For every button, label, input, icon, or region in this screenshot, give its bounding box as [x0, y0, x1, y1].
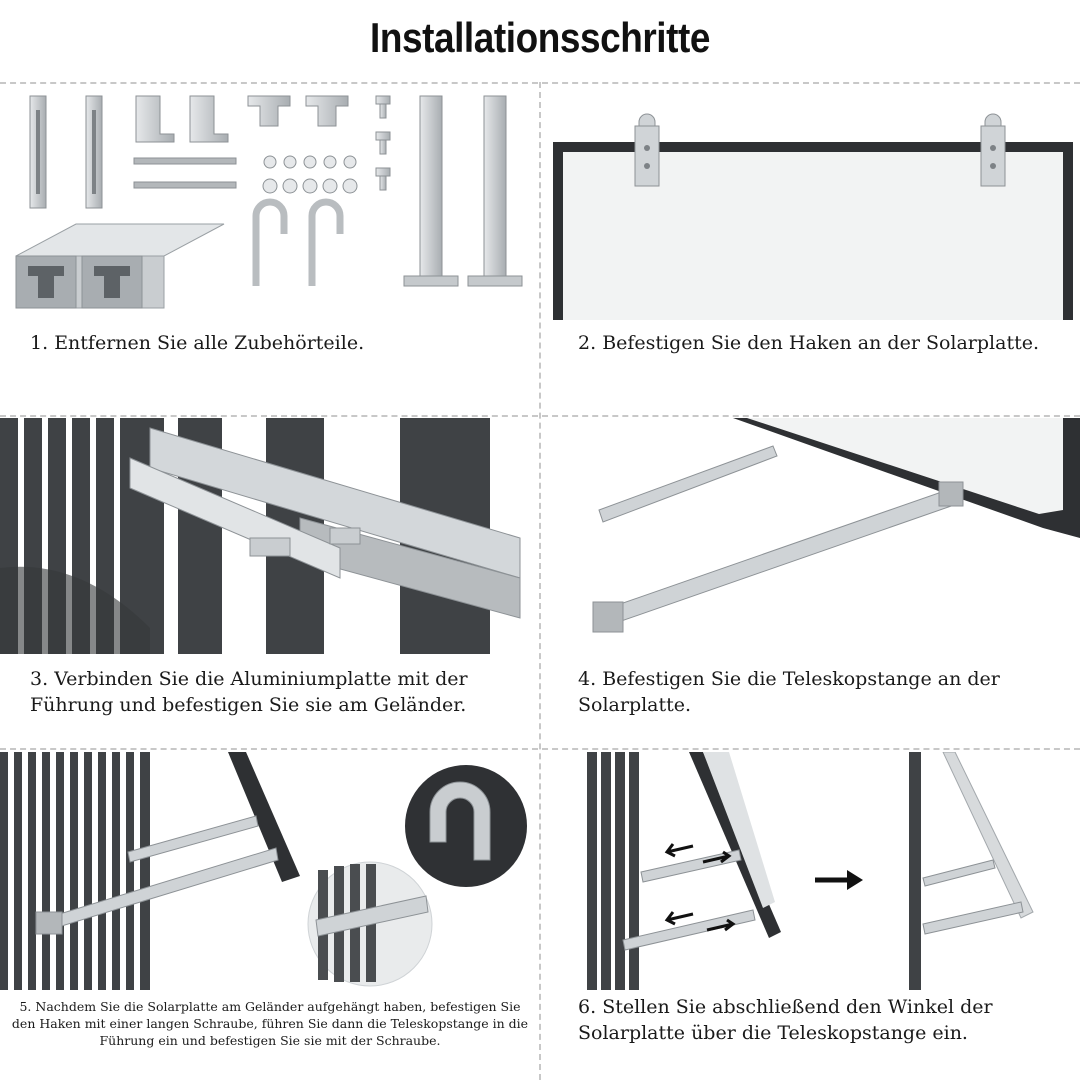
step-5-caption	[10, 998, 530, 1049]
step-2-illustration	[543, 86, 1080, 320]
step-4-illustration	[543, 418, 1080, 654]
step-text: Befestigen Sie die Teleskopstange an der Solarplatte.	[578, 668, 1000, 716]
step-number: 2.	[578, 332, 597, 354]
step-3-caption	[30, 666, 530, 718]
page-title: Installationsschritte	[370, 14, 710, 61]
step-text: Verbinden Sie die Aluminiumplatte mit der Führung und befestigen Sie sie am Geländer.	[30, 668, 468, 716]
step-number: 5.	[19, 999, 32, 1014]
divider	[539, 82, 541, 1080]
step-text: Nachdem Sie die Solarplatte am Geländer aufgehängt haben, befestigen Sie den Haken mit einer langen Schraube, führen Sie dann die Teleskopstange in die Führung ein und befestigen Sie sie mit der Schraube.	[11, 999, 529, 1048]
step-2-caption	[578, 330, 1078, 356]
step-text: Befestigen Sie den Haken an der Solarplatte.	[602, 332, 1040, 354]
step-6-illustration	[543, 752, 1080, 990]
step-number: 3.	[30, 668, 49, 690]
step-number: 6.	[578, 996, 597, 1018]
step-number: 1.	[30, 332, 49, 354]
step-text: Entfernen Sie alle Zubehörteile.	[54, 332, 365, 354]
step-4-caption	[578, 666, 1038, 718]
step-1-caption	[30, 330, 530, 356]
step-1-illustration	[0, 86, 537, 320]
step-number: 4.	[578, 668, 597, 690]
step-text: Stellen Sie abschließend den Winkel der Solarplatte über die Teleskopstange ein.	[578, 996, 993, 1044]
step-5-illustration	[0, 752, 537, 990]
step-3-illustration	[0, 418, 537, 654]
step-6-caption	[578, 994, 1058, 1046]
